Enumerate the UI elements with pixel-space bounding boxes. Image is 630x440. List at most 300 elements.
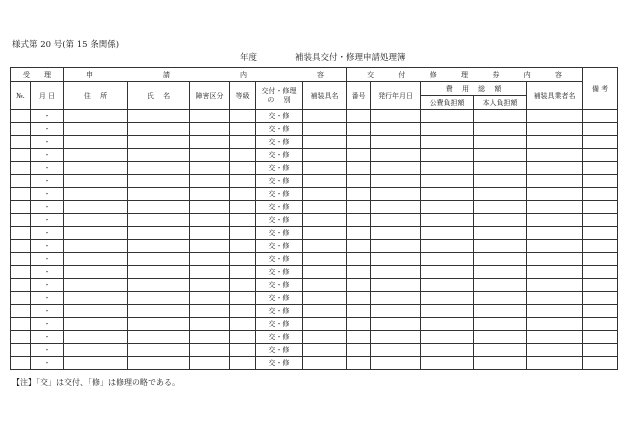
cell-disability[interactable] (190, 136, 230, 149)
cell-issue-date[interactable] (371, 175, 421, 188)
cell-disability[interactable] (190, 240, 230, 253)
cell-type[interactable]: 交・修 (256, 331, 303, 344)
cell-self-burden[interactable] (474, 123, 527, 136)
cell-month-day[interactable]: ・ (31, 318, 64, 331)
cell-name[interactable] (128, 331, 190, 344)
cell-address[interactable] (64, 279, 128, 292)
cell-number[interactable] (347, 123, 371, 136)
cell-no[interactable] (11, 292, 31, 305)
cell-issue-date[interactable] (371, 201, 421, 214)
cell-type[interactable]: 交・修 (256, 201, 303, 214)
cell-issue-date[interactable] (371, 305, 421, 318)
cell-month-day[interactable]: ・ (31, 292, 64, 305)
cell-issue-date[interactable] (371, 240, 421, 253)
cell-number[interactable] (347, 318, 371, 331)
col-disability: 障害区分 (190, 82, 230, 110)
cell-number[interactable] (347, 357, 371, 370)
cell-number[interactable] (347, 110, 371, 123)
table-row (11, 214, 618, 227)
cell-month-day[interactable]: ・ (31, 344, 64, 357)
cell-self-burden[interactable] (474, 149, 527, 162)
cell-grade[interactable] (230, 344, 256, 357)
cell-no[interactable] (11, 253, 31, 266)
cell-self-burden[interactable] (474, 188, 527, 201)
cell-disability[interactable] (190, 292, 230, 305)
cell-address[interactable] (64, 292, 128, 305)
cell-number[interactable] (347, 136, 371, 149)
cell-public-burden[interactable] (421, 357, 474, 370)
cell-disability[interactable] (190, 214, 230, 227)
cell-device[interactable] (303, 279, 347, 292)
cell-vendor[interactable] (527, 344, 583, 357)
cell-issue-date[interactable] (371, 331, 421, 344)
cell-remarks[interactable] (583, 227, 618, 240)
cell-remarks[interactable] (583, 149, 618, 162)
cell-issue-date[interactable] (371, 318, 421, 331)
cell-self-burden[interactable] (474, 331, 527, 344)
cell-name[interactable] (128, 162, 190, 175)
header-voucher-char: 交 (367, 70, 375, 79)
cell-type[interactable]: 交・修 (256, 214, 303, 227)
cell-month-day[interactable]: ・ (31, 214, 64, 227)
cell-type[interactable]: 交・修 (256, 305, 303, 318)
cell-month-day[interactable]: ・ (31, 279, 64, 292)
cell-device[interactable] (303, 357, 347, 370)
cell-grade[interactable] (230, 162, 256, 175)
cell-vendor[interactable] (527, 188, 583, 201)
cell-month-day[interactable]: ・ (31, 188, 64, 201)
cell-issue-date[interactable] (371, 253, 421, 266)
cell-disability[interactable] (190, 357, 230, 370)
cell-device[interactable] (303, 188, 347, 201)
cell-grade[interactable] (230, 175, 256, 188)
cell-public-burden[interactable] (421, 331, 474, 344)
cell-disability[interactable] (190, 188, 230, 201)
cell-issue-date[interactable] (371, 136, 421, 149)
cell-device[interactable] (303, 110, 347, 123)
cell-name[interactable] (128, 253, 190, 266)
cell-remarks[interactable] (583, 292, 618, 305)
cell-remarks[interactable] (583, 357, 618, 370)
cell-device[interactable] (303, 214, 347, 227)
table-row (11, 188, 618, 201)
cell-month-day[interactable]: ・ (31, 305, 64, 318)
cell-public-burden[interactable] (421, 201, 474, 214)
cell-device[interactable] (303, 305, 347, 318)
cell-vendor[interactable] (527, 201, 583, 214)
cell-self-burden[interactable] (474, 201, 527, 214)
cell-device[interactable] (303, 136, 347, 149)
table-row (11, 175, 618, 188)
cell-no[interactable] (11, 227, 31, 240)
cell-name[interactable] (128, 136, 190, 149)
cell-issue-date[interactable] (371, 279, 421, 292)
cell-self-burden[interactable] (474, 253, 527, 266)
form-number: 様式第 20 号(第 15 条関係) (12, 40, 120, 50)
cell-address[interactable] (64, 123, 128, 136)
cell-month-day[interactable]: ・ (31, 162, 64, 175)
cell-name[interactable] (128, 318, 190, 331)
cell-grade[interactable] (230, 110, 256, 123)
cell-grade[interactable] (230, 292, 256, 305)
cell-vendor[interactable] (527, 318, 583, 331)
header-voucher-char: 理 (461, 70, 469, 79)
cell-device[interactable] (303, 227, 347, 240)
cell-remarks[interactable] (583, 331, 618, 344)
header-voucher-char: 修 (429, 70, 437, 79)
cell-month-day[interactable]: ・ (31, 123, 64, 136)
cell-public-burden[interactable] (421, 227, 474, 240)
cell-no[interactable] (11, 266, 31, 279)
cell-remarks[interactable] (583, 201, 618, 214)
cell-no[interactable] (11, 318, 31, 331)
cell-vendor[interactable] (527, 331, 583, 344)
cell-disability[interactable] (190, 123, 230, 136)
cell-vendor[interactable] (527, 123, 583, 136)
cell-public-burden[interactable] (421, 214, 474, 227)
cell-month-day[interactable]: ・ (31, 136, 64, 149)
cell-self-burden[interactable] (474, 318, 527, 331)
cell-number[interactable] (347, 149, 371, 162)
cell-address[interactable] (64, 318, 128, 331)
cell-disability[interactable] (190, 253, 230, 266)
table-row (11, 292, 618, 305)
cell-disability[interactable] (190, 162, 230, 175)
cell-remarks[interactable] (583, 266, 618, 279)
cell-grade[interactable] (230, 318, 256, 331)
cell-grade[interactable] (230, 227, 256, 240)
cell-disability[interactable] (190, 149, 230, 162)
cell-remarks[interactable] (583, 136, 618, 149)
cell-grade[interactable] (230, 279, 256, 292)
header-voucher (347, 68, 583, 82)
table-row (11, 136, 618, 149)
cell-no[interactable] (11, 201, 31, 214)
cell-grade[interactable] (230, 305, 256, 318)
cell-number[interactable] (347, 227, 371, 240)
cell-grade[interactable] (230, 266, 256, 279)
cell-vendor[interactable] (527, 162, 583, 175)
cell-public-burden[interactable] (421, 305, 474, 318)
cell-address[interactable] (64, 227, 128, 240)
cell-number[interactable] (347, 331, 371, 344)
cell-remarks[interactable] (583, 110, 618, 123)
cell-vendor[interactable] (527, 214, 583, 227)
cell-remarks[interactable] (583, 175, 618, 188)
cell-address[interactable] (64, 162, 128, 175)
cell-public-burden[interactable] (421, 175, 474, 188)
cell-type[interactable]: 交・修 (256, 227, 303, 240)
cell-number[interactable] (347, 214, 371, 227)
cell-no[interactable] (11, 357, 31, 370)
cell-name[interactable] (128, 123, 190, 136)
cell-type[interactable]: 交・修 (256, 110, 303, 123)
cell-issue-date[interactable] (371, 162, 421, 175)
cell-self-burden[interactable] (474, 227, 527, 240)
cell-name[interactable] (128, 149, 190, 162)
cell-no[interactable] (11, 110, 31, 123)
cell-address[interactable] (64, 253, 128, 266)
cell-type[interactable]: 交・修 (256, 279, 303, 292)
cell-vendor[interactable] (527, 149, 583, 162)
cell-name[interactable] (128, 305, 190, 318)
cell-name[interactable] (128, 240, 190, 253)
cell-vendor[interactable] (527, 305, 583, 318)
cell-disability[interactable] (190, 331, 230, 344)
cell-remarks[interactable] (583, 240, 618, 253)
cell-number[interactable] (347, 253, 371, 266)
col-device: 補装具名 (303, 82, 347, 110)
cell-address[interactable] (64, 266, 128, 279)
cell-remarks[interactable] (583, 162, 618, 175)
cell-device[interactable] (303, 344, 347, 357)
cell-device[interactable] (303, 175, 347, 188)
cell-address[interactable] (64, 136, 128, 149)
cell-type[interactable]: 交・修 (256, 266, 303, 279)
cell-no[interactable] (11, 188, 31, 201)
cell-issue-date[interactable] (371, 357, 421, 370)
cell-number[interactable] (347, 305, 371, 318)
cell-public-burden[interactable] (421, 188, 474, 201)
cell-month-day[interactable]: ・ (31, 149, 64, 162)
cell-self-burden[interactable] (474, 279, 527, 292)
cell-name[interactable] (128, 227, 190, 240)
cell-number[interactable] (347, 279, 371, 292)
cell-vendor[interactable] (527, 266, 583, 279)
cell-no[interactable] (11, 123, 31, 136)
cell-grade[interactable] (230, 149, 256, 162)
cell-disability[interactable] (190, 305, 230, 318)
cell-address[interactable] (64, 214, 128, 227)
col-issue-date: 発行年月日 (371, 82, 421, 110)
cell-device[interactable] (303, 201, 347, 214)
cell-issue-date[interactable] (371, 214, 421, 227)
cell-disability[interactable] (190, 175, 230, 188)
cell-address[interactable] (64, 240, 128, 253)
cell-disability[interactable] (190, 344, 230, 357)
cell-type[interactable]: 交・修 (256, 175, 303, 188)
col-public-burden: 公費負担額 (421, 96, 474, 110)
cell-grade[interactable] (230, 357, 256, 370)
cell-issue-date[interactable] (371, 344, 421, 357)
cell-public-burden[interactable] (421, 279, 474, 292)
cell-type[interactable]: 交・修 (256, 149, 303, 162)
cell-no[interactable] (11, 136, 31, 149)
cell-grade[interactable] (230, 136, 256, 149)
cell-grade[interactable] (230, 240, 256, 253)
cell-no[interactable] (11, 214, 31, 227)
cell-number[interactable] (347, 162, 371, 175)
cell-no[interactable] (11, 344, 31, 357)
cell-number[interactable] (347, 240, 371, 253)
cell-public-burden[interactable] (421, 253, 474, 266)
cell-remarks[interactable] (583, 279, 618, 292)
cell-month-day[interactable]: ・ (31, 227, 64, 240)
cell-public-burden[interactable] (421, 344, 474, 357)
cell-device[interactable] (303, 318, 347, 331)
cell-public-burden[interactable] (421, 318, 474, 331)
cell-name[interactable] (128, 266, 190, 279)
col-self-burden: 本人負担額 (474, 96, 527, 110)
cell-address[interactable] (64, 357, 128, 370)
cell-vendor[interactable] (527, 292, 583, 305)
cell-self-burden[interactable] (474, 344, 527, 357)
cell-self-burden[interactable] (474, 305, 527, 318)
cell-remarks[interactable] (583, 318, 618, 331)
cell-device[interactable] (303, 253, 347, 266)
cell-remarks[interactable] (583, 305, 618, 318)
cell-address[interactable] (64, 110, 128, 123)
cell-disability[interactable] (190, 266, 230, 279)
cell-public-burden[interactable] (421, 123, 474, 136)
cell-address[interactable] (64, 331, 128, 344)
cell-vendor[interactable] (527, 227, 583, 240)
cell-device[interactable] (303, 149, 347, 162)
cell-issue-date[interactable] (371, 227, 421, 240)
cell-remarks[interactable] (583, 214, 618, 227)
cell-self-burden[interactable] (474, 162, 527, 175)
cell-month-day[interactable]: ・ (31, 240, 64, 253)
cell-public-burden[interactable] (421, 292, 474, 305)
cell-no[interactable] (11, 162, 31, 175)
cell-self-burden[interactable] (474, 110, 527, 123)
cell-issue-date[interactable] (371, 266, 421, 279)
cell-number[interactable] (347, 188, 371, 201)
cell-remarks[interactable] (583, 253, 618, 266)
cell-public-burden[interactable] (421, 162, 474, 175)
cell-name[interactable] (128, 357, 190, 370)
cell-name[interactable] (128, 188, 190, 201)
cell-month-day[interactable]: ・ (31, 357, 64, 370)
table-row (11, 318, 618, 331)
cell-device[interactable] (303, 331, 347, 344)
cell-address[interactable] (64, 149, 128, 162)
cell-number[interactable] (347, 201, 371, 214)
cell-address[interactable] (64, 305, 128, 318)
cell-number[interactable] (347, 292, 371, 305)
cell-remarks[interactable] (583, 188, 618, 201)
cell-no[interactable] (11, 175, 31, 188)
cell-month-day[interactable]: ・ (31, 110, 64, 123)
cell-type[interactable]: 交・修 (256, 136, 303, 149)
table-row (11, 305, 618, 318)
cell-disability[interactable] (190, 279, 230, 292)
cell-public-burden[interactable] (421, 136, 474, 149)
cell-type[interactable]: 交・修 (256, 123, 303, 136)
cell-name[interactable] (128, 344, 190, 357)
header-application-char: 請 (163, 70, 171, 79)
header-reception (11, 68, 64, 82)
cell-self-burden[interactable] (474, 214, 527, 227)
cell-grade[interactable] (230, 188, 256, 201)
cell-type[interactable]: 交・修 (256, 240, 303, 253)
cell-no[interactable] (11, 279, 31, 292)
cell-type[interactable]: 交・修 (256, 188, 303, 201)
cell-no[interactable] (11, 149, 31, 162)
cell-type[interactable]: 交・修 (256, 292, 303, 305)
cell-self-burden[interactable] (474, 175, 527, 188)
cell-grade[interactable] (230, 253, 256, 266)
cell-name[interactable] (128, 201, 190, 214)
cell-public-burden[interactable] (421, 110, 474, 123)
cell-issue-date[interactable] (371, 188, 421, 201)
cell-address[interactable] (64, 344, 128, 357)
cell-month-day[interactable]: ・ (31, 266, 64, 279)
cell-number[interactable] (347, 344, 371, 357)
cell-issue-date[interactable] (371, 292, 421, 305)
cell-month-day[interactable]: ・ (31, 253, 64, 266)
cell-self-burden[interactable] (474, 266, 527, 279)
cell-device[interactable] (303, 123, 347, 136)
cell-type[interactable]: 交・修 (256, 162, 303, 175)
cell-disability[interactable] (190, 201, 230, 214)
cell-vendor[interactable] (527, 175, 583, 188)
cell-no[interactable] (11, 240, 31, 253)
cell-disability[interactable] (190, 110, 230, 123)
cell-name[interactable] (128, 214, 190, 227)
cell-device[interactable] (303, 292, 347, 305)
cell-disability[interactable] (190, 227, 230, 240)
cell-vendor[interactable] (527, 279, 583, 292)
cell-grade[interactable] (230, 331, 256, 344)
cell-address[interactable] (64, 175, 128, 188)
cell-issue-date[interactable] (371, 149, 421, 162)
cell-number[interactable] (347, 175, 371, 188)
cell-vendor[interactable] (527, 357, 583, 370)
cell-no[interactable] (11, 305, 31, 318)
cell-issue-date[interactable] (371, 110, 421, 123)
cell-grade[interactable] (230, 214, 256, 227)
cell-month-day[interactable]: ・ (31, 175, 64, 188)
cell-remarks[interactable] (583, 344, 618, 357)
cell-type[interactable]: 交・修 (256, 318, 303, 331)
cell-type[interactable]: 交・修 (256, 253, 303, 266)
cell-number[interactable] (347, 266, 371, 279)
cell-self-burden[interactable] (474, 292, 527, 305)
cell-month-day[interactable]: ・ (31, 201, 64, 214)
cell-name[interactable] (128, 110, 190, 123)
cell-remarks[interactable] (583, 123, 618, 136)
cell-type[interactable]: 交・修 (256, 357, 303, 370)
cell-self-burden[interactable] (474, 240, 527, 253)
cell-public-burden[interactable] (421, 240, 474, 253)
cell-device[interactable] (303, 240, 347, 253)
cell-name[interactable] (128, 175, 190, 188)
cell-vendor[interactable] (527, 253, 583, 266)
cell-type[interactable]: 交・修 (256, 344, 303, 357)
cell-address[interactable] (64, 201, 128, 214)
cell-grade[interactable] (230, 123, 256, 136)
cell-device[interactable] (303, 266, 347, 279)
cell-vendor[interactable] (527, 110, 583, 123)
cell-self-burden[interactable] (474, 136, 527, 149)
cell-address[interactable] (64, 188, 128, 201)
cell-disability[interactable] (190, 318, 230, 331)
cell-name[interactable] (128, 279, 190, 292)
cell-public-burden[interactable] (421, 149, 474, 162)
cell-grade[interactable] (230, 201, 256, 214)
cell-no[interactable] (11, 331, 31, 344)
cell-vendor[interactable] (527, 240, 583, 253)
cell-self-burden[interactable] (474, 357, 527, 370)
cell-month-day[interactable]: ・ (31, 331, 64, 344)
cell-public-burden[interactable] (421, 266, 474, 279)
table-row (11, 331, 618, 344)
cell-issue-date[interactable] (371, 123, 421, 136)
cell-device[interactable] (303, 162, 347, 175)
cell-name[interactable] (128, 292, 190, 305)
cell-vendor[interactable] (527, 136, 583, 149)
